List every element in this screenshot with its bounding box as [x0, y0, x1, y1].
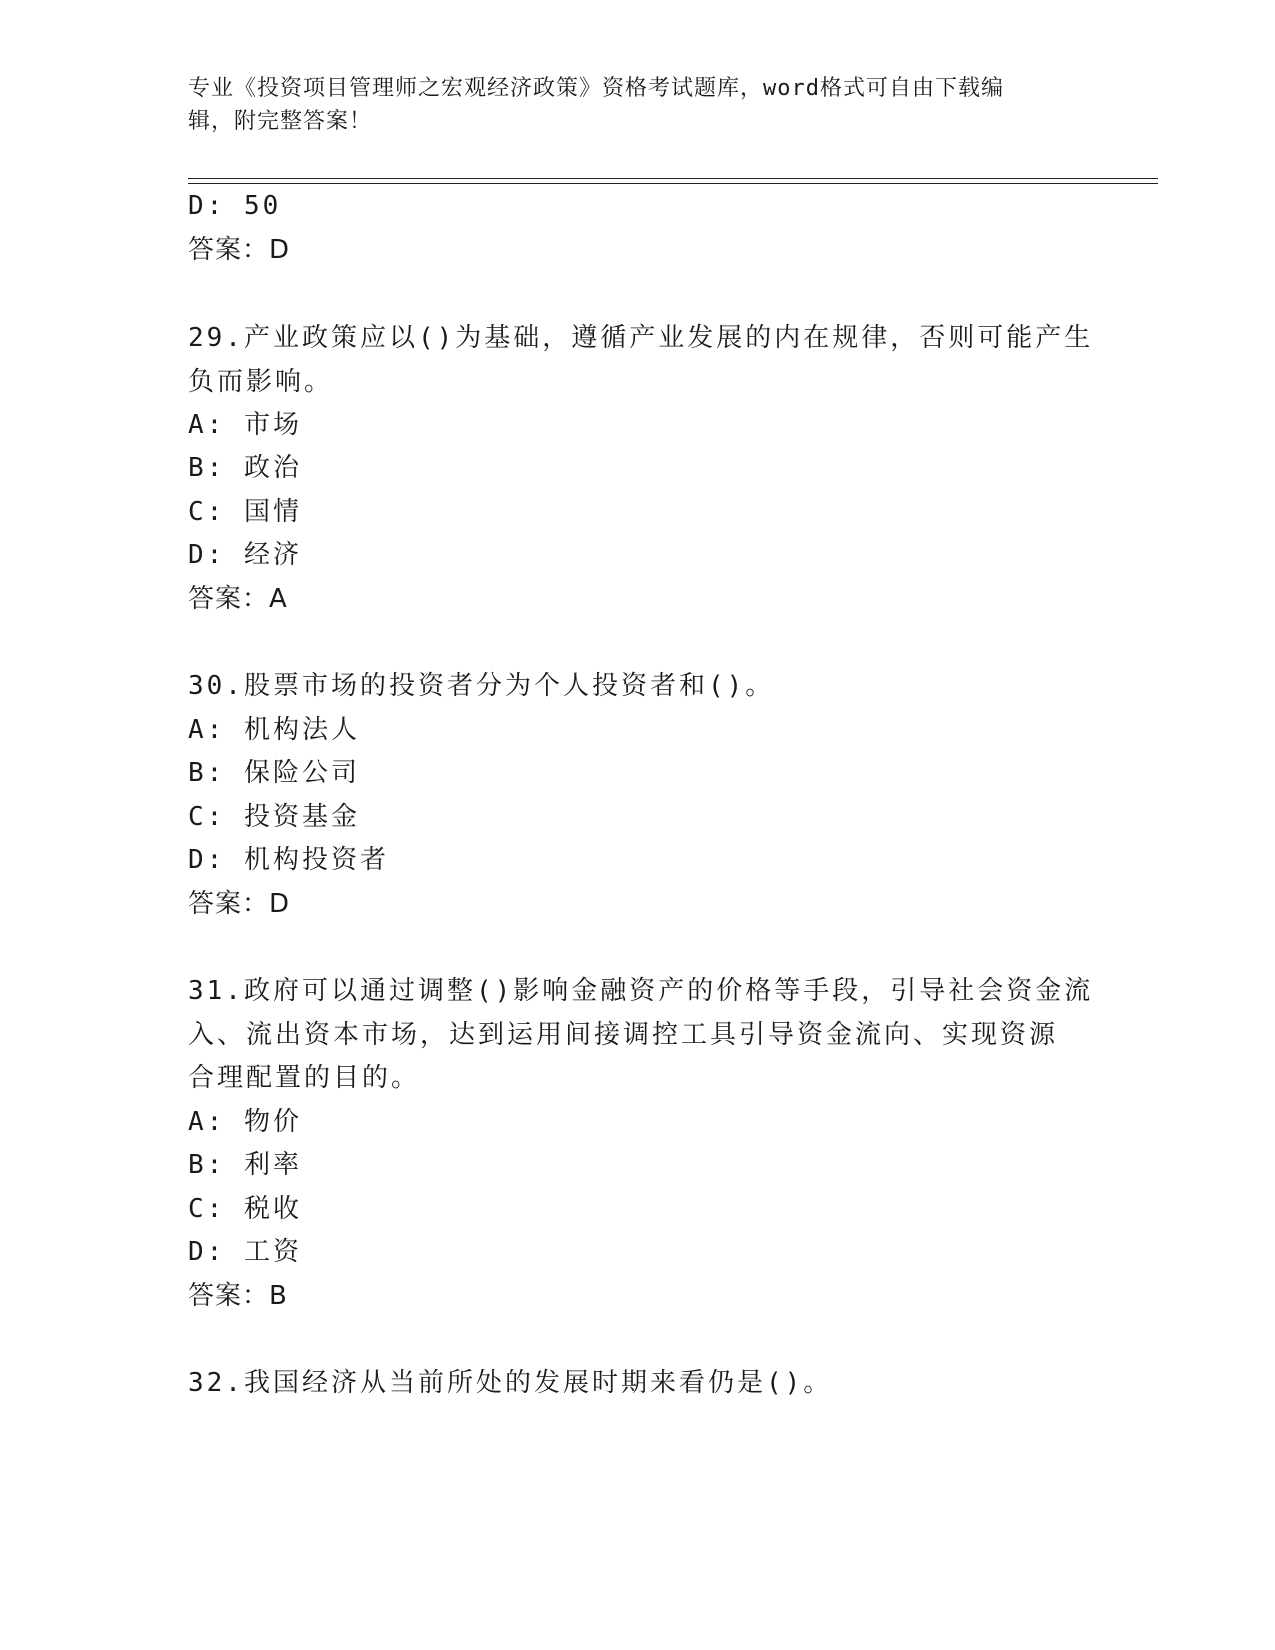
q29-answer: 答案：A	[188, 584, 288, 614]
header-line-2: 辑，附完整答案！	[188, 109, 373, 134]
q31-option-a: A: 物价	[188, 1107, 302, 1137]
header-divider-top	[188, 178, 1158, 179]
document-header	[188, 72, 1088, 138]
q29-option-b: B: 政治	[188, 453, 302, 483]
q32-stem-line-1: 32.我国经济从当前所处的发展时期来看仍是()。	[188, 1368, 833, 1398]
q31-answer: 答案：B	[188, 1281, 288, 1311]
prev-option-d: D: 50	[188, 191, 282, 221]
q29-stem-line-1: 29.产业政策应以()为基础，遵循产业发展的内在规律，否则可能产生	[188, 323, 1094, 353]
q31-option-c: C: 税收	[188, 1194, 302, 1224]
q31-stem-line-2: 入、流出资本市场，达到运用间接调控工具引导资金流向、实现资源	[188, 1020, 1059, 1050]
q31-stem-line-3: 合理配置的目的。	[188, 1063, 421, 1093]
q31-stem-line-1: 31.政府可以通过调整()影响金融资产的价格等手段，引导社会资金流	[188, 976, 1094, 1006]
q29-stem-line-2: 负而影响。	[188, 367, 334, 397]
q29-option-a: A: 市场	[188, 410, 302, 440]
header-line-1: 专业《投资项目管理师之宏观经济政策》资格考试题库，word格式可自由下载编	[188, 76, 1004, 101]
q31-option-d: D: 工资	[188, 1237, 302, 1267]
q31-option-b: B: 利率	[188, 1150, 302, 1180]
q30-option-d: D: 机构投资者	[188, 845, 389, 875]
q30-stem-line-1: 30.股票市场的投资者分为个人投资者和()。	[188, 671, 775, 701]
q30-option-b: B: 保险公司	[188, 758, 360, 788]
q30-option-a: A: 机构法人	[188, 715, 360, 745]
header-divider-bottom	[188, 183, 1158, 184]
q29-option-d: D: 经济	[188, 540, 302, 570]
q30-answer: 答案：D	[188, 889, 291, 919]
q30-option-c: C: 投资基金	[188, 802, 360, 832]
prev-answer: 答案：D	[188, 235, 291, 265]
q29-option-c: C: 国情	[188, 497, 302, 527]
